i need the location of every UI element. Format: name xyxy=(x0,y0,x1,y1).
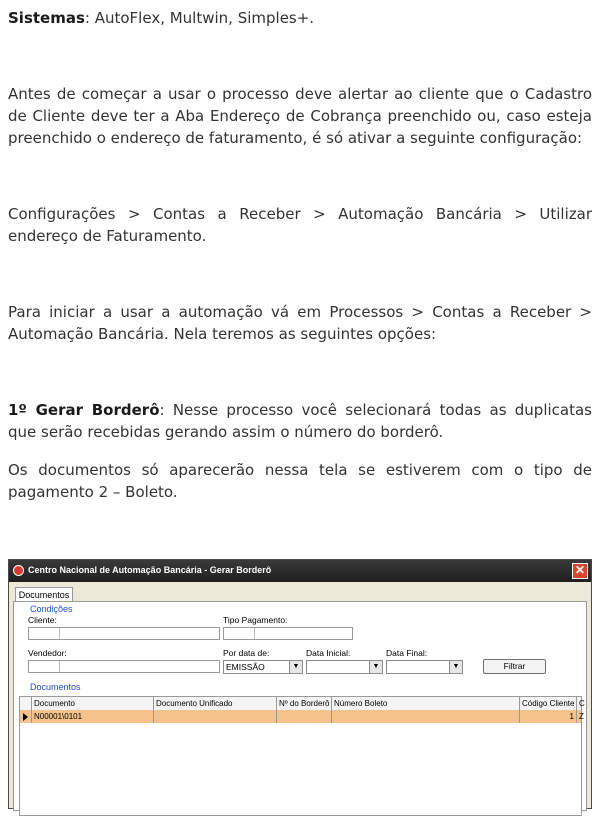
data-inicial-label: Data Inicial: xyxy=(306,648,351,658)
step1-paragraph xyxy=(8,399,592,443)
step1-text: : Nesse processo você selecionará todas as duplicatas que serão recebidas gerando assim o número do borderô. xyxy=(8,401,592,441)
vendedor-field[interactable] xyxy=(28,660,220,673)
column-c[interactable]: C xyxy=(576,697,583,710)
tipo-pagamento-field[interactable] xyxy=(223,627,353,640)
app-icon xyxy=(13,565,24,576)
start-paragraph: Para iniciar a usar a automação vá em Processos > Contas a Receber > Automação Bancária. Nela teremos as seguintes opções: xyxy=(8,303,592,343)
tipo-pagamento-label: Tipo Pagamento: xyxy=(223,615,288,625)
por-data-label: Por data de: xyxy=(223,648,270,658)
row-pointer-icon xyxy=(23,713,28,721)
cliente-field[interactable] xyxy=(28,627,220,640)
close-icon[interactable]: ✕ xyxy=(572,563,588,579)
tab-documentos[interactable]: Documentos xyxy=(15,587,73,603)
column-numero-bordero[interactable]: Nº do Borderô xyxy=(276,697,331,710)
chevron-down-icon[interactable]: ▼ xyxy=(449,661,462,673)
document-body xyxy=(8,7,592,503)
por-data-select[interactable] xyxy=(223,660,303,674)
cell-documento: N00001\0101 xyxy=(31,710,153,723)
table-row[interactable] xyxy=(20,710,584,723)
window-titlebar xyxy=(9,560,591,582)
column-documento-unificado[interactable]: Documento Unificado xyxy=(153,697,276,710)
cliente-label: Cliente: xyxy=(28,615,57,625)
cell-numero-bordero xyxy=(276,710,331,723)
column-numero-boleto[interactable]: Número Boleto xyxy=(331,697,519,710)
column-codigo-cliente[interactable]: Código Cliente xyxy=(519,697,576,710)
documents-note-paragraph: Os documentos só aparecerão nessa tela se estiverem com o tipo de pagamento 2 – Boleto. xyxy=(8,461,592,501)
step1-title: 1º Gerar Borderô xyxy=(8,401,160,419)
data-inicial-select[interactable] xyxy=(306,660,383,674)
grid-header xyxy=(20,697,585,711)
systems-line xyxy=(8,7,592,29)
data-final-label: Data Final: xyxy=(386,648,428,658)
chevron-down-icon[interactable]: ▼ xyxy=(289,661,302,673)
systems-label: Sistemas xyxy=(8,9,85,27)
filter-button[interactable]: Filtrar xyxy=(483,659,546,674)
por-data-value: EMISSÃO xyxy=(226,662,265,672)
documents-group-label: Documentos xyxy=(30,682,81,692)
systems-list: : AutoFlex, Multwin, Simples+. xyxy=(84,9,315,27)
vendedor-label: Vendedor: xyxy=(28,648,67,658)
gerar-bordero-window xyxy=(8,559,592,809)
documents-grid xyxy=(19,696,585,816)
window-title: Centro Nacional de Automação Bancária - Gerar Borderô xyxy=(28,565,272,575)
conditions-group-label: Condições xyxy=(30,604,73,614)
data-final-select[interactable] xyxy=(386,660,463,674)
cell-codigo-cliente: 1 xyxy=(519,710,576,723)
column-documento[interactable]: Documento xyxy=(31,697,153,710)
chevron-down-icon[interactable]: ▼ xyxy=(369,661,382,673)
cell-documento-unificado xyxy=(153,710,276,723)
cell-c: Z xyxy=(576,710,583,723)
config-path-paragraph: Configurações > Contas a Receber > Automação Bancária > Utilizar endereço de Faturamento. xyxy=(8,205,592,245)
cell-numero-boleto xyxy=(331,710,519,723)
intro-paragraph: Antes de começar a usar o processo deve alertar ao cliente que o Cadastro de Cliente deve ter a Aba Endereço de Cobrança preenchido ou, caso esteja preenchido o endereço de faturamento, é só ativar a seguinte configuração: xyxy=(8,85,592,147)
